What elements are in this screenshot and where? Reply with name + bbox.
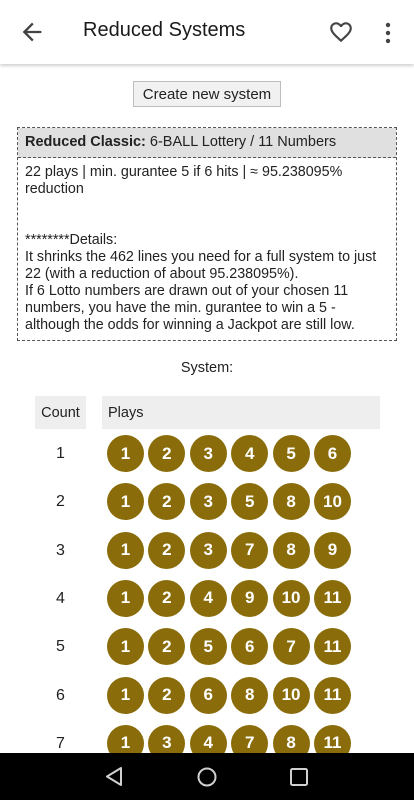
number-ball: 6 <box>190 677 227 714</box>
system-type-label: Reduced Classic: <box>25 134 146 150</box>
app-bar <box>0 0 414 64</box>
number-ball: 8 <box>231 677 268 714</box>
number-ball: 2 <box>148 580 185 617</box>
number-ball: 1 <box>107 580 144 617</box>
system-info-box <box>17 127 397 341</box>
number-ball: 7 <box>273 628 310 665</box>
nav-recents-square-icon[interactable] <box>289 767 309 787</box>
system-nav-bar <box>0 753 414 800</box>
number-ball: 5 <box>231 483 268 520</box>
table-row[interactable] <box>0 725 414 753</box>
system-type-detail: 6-BALL Lottery / 11 Numbers <box>145 134 337 150</box>
play-balls <box>107 677 355 714</box>
table-row[interactable] <box>0 677 414 725</box>
number-ball: 2 <box>148 628 185 665</box>
number-ball: 11 <box>314 628 351 665</box>
table-row[interactable] <box>0 435 414 483</box>
number-ball: 2 <box>148 435 185 472</box>
number-ball: 5 <box>190 628 227 665</box>
system-label: System: <box>180 360 234 376</box>
number-ball: 11 <box>314 580 351 617</box>
table-row[interactable] <box>0 532 414 580</box>
number-ball: 5 <box>273 435 310 472</box>
number-ball: 11 <box>314 725 351 753</box>
number-ball: 10 <box>273 677 310 714</box>
more-vertical-icon[interactable] <box>378 20 398 46</box>
number-ball: 6 <box>231 628 268 665</box>
system-info-body <box>18 158 396 340</box>
details-text-1: It shrinks the 462 lines you need for a full system to just 22 (with a reduction of about 95.238095%). <box>25 249 377 282</box>
play-balls <box>107 725 355 753</box>
number-ball: 2 <box>148 677 185 714</box>
play-balls <box>107 532 355 569</box>
count-column-header: Count <box>35 396 86 429</box>
nav-home-circle-icon[interactable] <box>196 766 218 788</box>
number-ball: 6 <box>314 435 351 472</box>
row-count: 7 <box>56 734 65 752</box>
number-ball: 4 <box>190 725 227 753</box>
row-count: 4 <box>56 589 65 607</box>
number-ball: 8 <box>273 725 310 753</box>
number-ball: 3 <box>190 483 227 520</box>
play-balls <box>107 628 355 665</box>
details-title: ********Details: <box>25 232 118 248</box>
number-ball: 8 <box>273 532 310 569</box>
number-ball: 10 <box>314 483 351 520</box>
number-ball: 10 <box>273 580 310 617</box>
number-ball: 3 <box>190 435 227 472</box>
play-balls <box>107 435 355 472</box>
number-ball: 11 <box>314 677 351 714</box>
create-new-system-button[interactable]: Create new system <box>133 81 281 107</box>
number-ball: 4 <box>231 435 268 472</box>
number-ball: 9 <box>314 532 351 569</box>
plays-column-header: Plays <box>102 396 380 429</box>
play-balls <box>107 483 355 520</box>
number-ball: 9 <box>231 580 268 617</box>
table-row[interactable] <box>0 580 414 628</box>
table-row[interactable] <box>0 483 414 531</box>
number-ball: 1 <box>107 628 144 665</box>
number-ball: 3 <box>148 725 185 753</box>
row-count: 1 <box>56 445 65 462</box>
system-summary: 22 plays | min. gurantee 5 if 6 hits | ≈ 95.238095% reduction <box>25 164 343 197</box>
number-ball: 2 <box>148 532 185 569</box>
number-ball: 3 <box>190 532 227 569</box>
page-title: Reduced Systems <box>83 19 246 41</box>
row-count: 5 <box>56 638 65 656</box>
number-ball: 1 <box>107 677 144 714</box>
play-balls <box>107 580 355 617</box>
nav-back-triangle-icon[interactable] <box>104 766 124 787</box>
number-ball: 1 <box>107 435 144 472</box>
number-ball: 1 <box>107 483 144 520</box>
row-count: 3 <box>56 541 65 559</box>
arrow-left-icon[interactable] <box>18 18 46 46</box>
row-count: 6 <box>56 686 65 704</box>
number-ball: 1 <box>107 532 144 569</box>
table-row[interactable] <box>0 628 414 676</box>
number-ball: 7 <box>231 532 268 569</box>
number-ball: 7 <box>231 725 268 753</box>
number-ball: 1 <box>107 725 144 753</box>
heart-outline-icon[interactable] <box>327 19 355 45</box>
row-count: 2 <box>56 493 65 511</box>
number-ball: 4 <box>190 580 227 617</box>
content-area[interactable] <box>0 64 414 753</box>
number-ball: 8 <box>273 483 310 520</box>
details-text-2: If 6 Lotto numbers are drawn out of your chosen 11 numbers, you have the min. gurantee to win a 5 - although the odds for winning a Jackpot are still low. <box>25 283 355 333</box>
number-ball: 2 <box>148 483 185 520</box>
system-info-header <box>18 128 396 158</box>
